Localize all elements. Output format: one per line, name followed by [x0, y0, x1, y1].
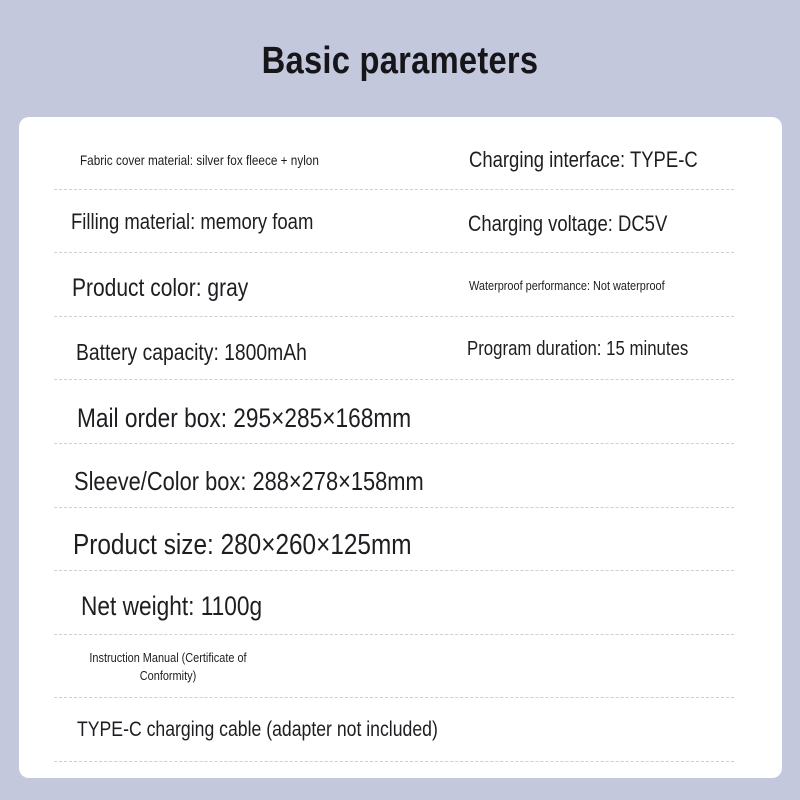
- param-battery-capacity: Battery capacity: 1800mAh: [76, 339, 307, 365]
- param-mail-order-box: Mail order box: 295×285×168mm: [77, 403, 412, 433]
- param-product-color: Product color: gray: [72, 274, 249, 302]
- param-sleeve-color-box: Sleeve/Color box: 288×278×158mm: [74, 466, 424, 496]
- row-divider: [54, 443, 734, 444]
- row-divider: [54, 634, 734, 635]
- row-divider: [54, 189, 734, 190]
- row-divider: [54, 379, 734, 380]
- param-filling-material: Filling material: memory foam: [71, 209, 314, 234]
- param-fabric-cover: Fabric cover material: silver fox fleece + nylon: [80, 152, 319, 168]
- row-divider: [54, 316, 734, 317]
- param-charging-voltage: Charging voltage: DC5V: [468, 211, 668, 236]
- row-divider: [54, 761, 734, 762]
- row-divider: [54, 507, 734, 508]
- page-title: Basic parameters: [261, 40, 539, 82]
- row-divider: [54, 252, 734, 253]
- param-net-weight: Net weight: 1100g: [81, 591, 263, 621]
- param-instruction-manual: Instruction Manual (Certificate of Conformity): [89, 650, 247, 683]
- param-waterproof: Waterproof performance: Not waterproof: [469, 278, 665, 293]
- param-product-size: Product size: 280×260×125mm: [73, 529, 412, 561]
- row-divider: [54, 570, 734, 571]
- param-program-duration: Program duration: 15 minutes: [467, 338, 689, 360]
- param-charging-cable: TYPE-C charging cable (adapter not included): [77, 718, 438, 741]
- row-divider: [54, 697, 734, 698]
- param-charging-interface: Charging interface: TYPE-C: [469, 147, 698, 172]
